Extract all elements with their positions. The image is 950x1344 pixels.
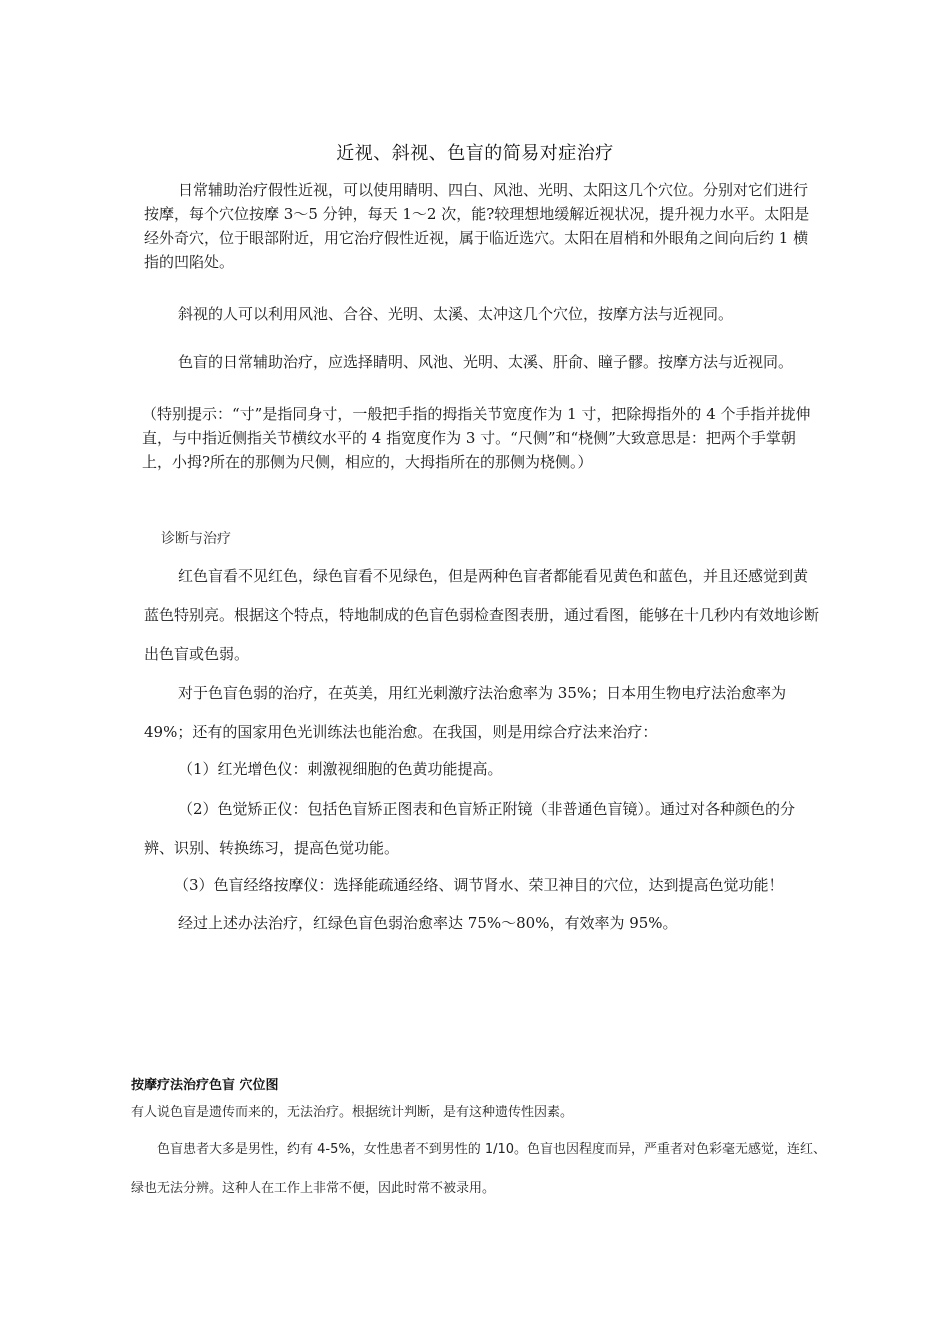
paragraph-strabismus: 斜视的人可以利用风池、合谷、光明、太溪、太冲这几个穴位，按摩方法与近视同。 bbox=[178, 305, 734, 323]
section-acupoint-heading: 按摩疗法治疗色盲 穴位图 bbox=[131, 1078, 279, 1093]
treatment-item-2: （2）色觉矫正仪：包括色盲矫正图表和色盲矫正附镜（非普通色盲镜）。通过对各种颜色的分辨、识别、转换练习，提高色觉功能。 bbox=[144, 800, 796, 857]
paragraph-diagnosis: 红色盲看不见红色，绿色盲看不见绿色，但是两种色盲者都能看见黄色和蓝色，并且还感觉到黄蓝色特别亮。根据这个特点，特地制成的色盲色弱检查图表册，通过看图，能够在十几秒内有效地诊断出色盲或色弱。 bbox=[144, 567, 820, 663]
section-acupoint-paragraph-2: 色盲患者大多是男性，约有 4-5%，女性患者不到男性的 1/10。色盲也因程度而异，严重者对色彩毫无感觉，连红、绿也无法分辨。这种人在工作上非常不便，因此时常不被录用。 bbox=[131, 1142, 827, 1196]
treatment-item-1: （1）红光增色仪：刺激视细胞的色黄功能提高。 bbox=[178, 760, 503, 778]
treatment-item-3: （3）色盲经络按摩仪：选择能疏通经络、调节肾水、荣卫神目的穴位，达到提高色觉功能！ bbox=[174, 876, 784, 894]
paragraph-treatment: 对于色盲色弱的治疗，在英美，用红光刺激疗法治愈率为 35%；日本用生物电疗法治愈率为 49%；还有的国家用色光训练法也能治愈。在我国，则是用综合疗法来治疗： bbox=[144, 684, 787, 741]
paragraph-myopia: 日常辅助治疗假性近视，可以使用睛明、四白、风池、光明、太阳这几个穴位。分别对它们进行按摩，每个穴位按摩 3～5 分钟，每天 1～2 次，能?较理想地缓解近视状况，提升视力水平。太阳是经外奇穴，位于眼部附近，用它治疗假性近视，属于临近选穴。太阳在眉梢和外眼角之间向后约 1 横指的凹陷处。 bbox=[144, 181, 810, 271]
paragraph-colorblind: 色盲的日常辅助治疗，应选择睛明、风池、光明、太溪、肝俞、瞳子髎。按摩方法与近视同。 bbox=[178, 353, 794, 371]
section-acupoint-paragraph-1: 有人说色盲是遗传而来的，无法治疗。根据统计判断，是有这种遗传性因素。 bbox=[131, 1105, 574, 1120]
page-title: 近视、斜视、色盲的简易对症治疗 bbox=[336, 143, 614, 164]
treatment-result: 经过上述办法治疗，红绿色盲色弱治愈率达 75%～80%，有效率为 95%。 bbox=[178, 914, 678, 932]
paragraph-special-note: （特别提示：“寸”是指同身寸，一般把手指的拇指关节宽度作为 1 寸，把除拇指外的 4 个手指并拢伸直，与中指近侧指关节横纹水平的 4 指宽度作为 3 寸。“尺侧”和“桡侧”大致意思是：把两个手掌朝上，小拇?所在的那侧为尺侧，相应的，大拇指所在的那侧为桡侧。） bbox=[142, 405, 811, 471]
diagnosis-heading: 诊断与治疗 bbox=[161, 531, 231, 547]
